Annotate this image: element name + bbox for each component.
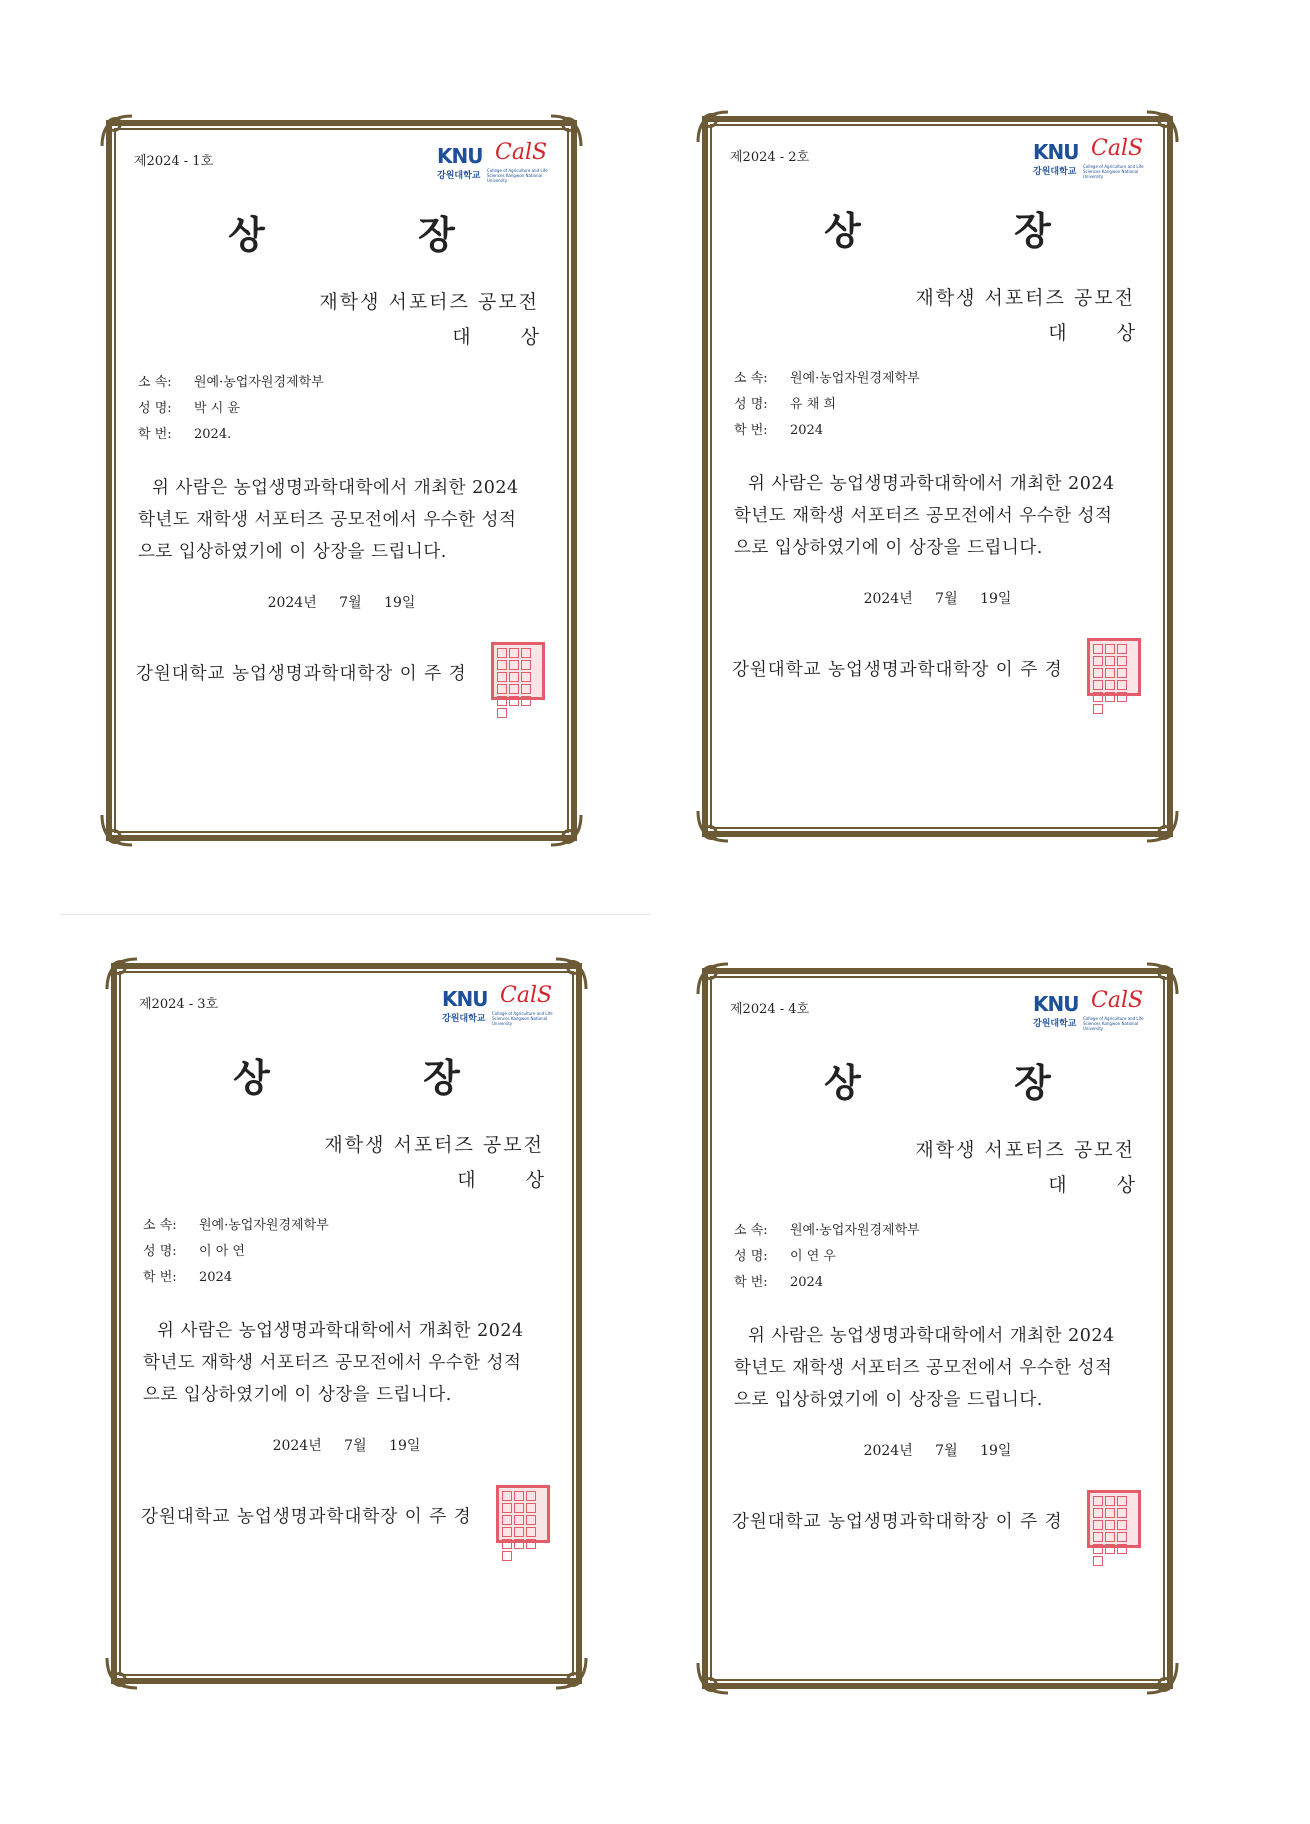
citation-line-3: 으로 입상하였기에 이 상장을 드립니다. [143,1385,452,1405]
ornament-corner-icon [552,1654,590,1692]
student-id-label: 학 번: [734,423,768,438]
citation-line-3: 으로 입상하였기에 이 상장을 드립니다. [734,538,1043,558]
certificate-title: 상 장 [233,1055,530,1100]
name-value: 박 시 윤 [194,401,240,416]
logo-korean-text: 강원대학교 [437,171,481,181]
citation-text [734,1320,1141,1416]
student-id-value: 2024 [790,423,824,438]
name-row [143,1239,329,1265]
certificate-number: 제2024 - 2호 [730,150,810,165]
knu-cals-logo [442,983,562,1027]
recipient-info [734,366,920,444]
contest-name: 재학생 서포터즈 공모전 [915,287,1135,309]
knu-logo-text: KNU [1033,992,1079,1016]
student-id-value: 2024 [790,1275,824,1290]
student-id-label: 학 번: [734,1275,768,1290]
department-label: 소 속: [138,375,172,390]
student-id-label: 학 번: [138,427,172,442]
ornament-corner-icon [694,108,732,146]
department-row [138,370,324,396]
dean-signature-line: 강원대학교 농업생명과학대학장 이 주 경 [732,1512,1063,1532]
ornament-corner-icon [547,811,585,849]
recipient-info [138,370,324,448]
ornament-corner-icon [694,960,732,998]
name-label: 성 명: [734,397,768,412]
official-seal-icon [491,642,545,700]
citation-text [143,1315,550,1411]
logo-korean-text: 강원대학교 [1033,1019,1077,1029]
certificate-title: 상 장 [228,212,525,257]
citation-line-1: 위 사람은 농업생명과학대학에서 개최한 2024 [157,1321,524,1341]
citation-line-2: 학년도 재학생 서포터즈 공모전에서 우수한 성적 [734,506,1113,526]
certificate-number: 제2024 - 4호 [730,1002,810,1017]
ornament-corner-icon [98,811,136,849]
department-row [734,366,920,392]
award-grade: 대 상 [1048,1174,1157,1196]
cals-logo-text: CalS [495,140,548,165]
name-label: 성 명: [143,1244,177,1259]
knu-cals-logo [1033,988,1153,1032]
ornament-corner-icon [103,955,141,993]
student-id-label: 학 번: [143,1270,177,1285]
student-id-value: 2024 [199,1270,233,1285]
award-grade: 대 상 [1048,322,1157,344]
name-row [734,392,920,418]
citation-line-1: 위 사람은 농업생명과학대학에서 개최한 2024 [152,478,519,498]
cals-logo-text: CalS [500,983,553,1008]
certificate-title: 상 장 [824,1060,1121,1105]
citation-line-3: 으로 입상하였기에 이 상장을 드립니다. [138,542,447,562]
department-value: 원예·농업자원경제학부 [199,1218,329,1233]
logo-english-text: College of Agriculture and Life Sciences Kangwon National University [487,168,548,183]
department-value: 원예·농업자원경제학부 [194,375,324,390]
logo-korean-text: 강원대학교 [1033,167,1077,177]
logo-english-text: College of Agriculture and Life Sciences Kangwon National University [1083,1016,1144,1031]
citation-line-2: 학년도 재학생 서포터즈 공모전에서 우수한 성적 [138,510,517,530]
award-date: 2024년 7월 19일 [863,591,1012,607]
official-seal-icon [496,1485,550,1543]
ornament-corner-icon [98,112,136,150]
student-id-row [734,418,920,444]
student-id-value: 2024. [194,427,232,442]
certificate-3 [103,955,590,1692]
department-label: 소 속: [734,1223,768,1238]
citation-line-3: 으로 입상하였기에 이 상장을 드립니다. [734,1390,1043,1410]
official-seal-icon [1087,638,1141,696]
student-id-row [143,1265,329,1291]
logo-english-text: College of Agriculture and Life Sciences Kangwon National University [492,1011,553,1026]
knu-logo-text: KNU [1033,140,1079,164]
certificate-number: 제2024 - 1호 [134,154,214,169]
name-label: 성 명: [138,401,172,416]
cals-logo-text: CalS [1091,136,1144,161]
department-label: 소 속: [734,371,768,386]
recipient-info [734,1218,920,1296]
page-divider [60,914,650,915]
certificate-4 [694,960,1181,1697]
name-value: 유 채 희 [790,397,836,412]
name-value: 이 연 우 [790,1249,836,1264]
ornament-corner-icon [1143,1659,1181,1697]
contest-name: 재학생 서포터즈 공모전 [915,1139,1135,1161]
department-row [734,1218,920,1244]
certificate-2 [694,108,1181,845]
name-row [734,1244,920,1270]
award-date: 2024년 7월 19일 [272,1438,421,1454]
recipient-info [143,1213,329,1291]
knu-logo-text: KNU [437,144,483,168]
department-row [143,1213,329,1239]
department-label: 소 속: [143,1218,177,1233]
logo-english-text: College of Agriculture and Life Sciences Kangwon National University [1083,164,1144,179]
name-value: 이 아 연 [199,1244,245,1259]
cals-logo-text: CalS [1091,988,1144,1013]
student-id-row [734,1270,920,1296]
official-seal-icon [1087,1490,1141,1548]
knu-cals-logo [1033,136,1153,180]
knu-logo-text: KNU [442,987,488,1011]
ornament-corner-icon [1143,807,1181,845]
dean-signature-line: 강원대학교 농업생명과학대학장 이 주 경 [136,664,467,684]
ornament-corner-icon [694,807,732,845]
dean-signature-line: 강원대학교 농업생명과학대학장 이 주 경 [732,660,1063,680]
award-date: 2024년 7월 19일 [267,595,416,611]
knu-cals-logo [437,140,557,184]
award-date: 2024년 7월 19일 [863,1443,1012,1459]
logo-korean-text: 강원대학교 [442,1014,486,1024]
certificate-title: 상 장 [824,208,1121,253]
award-grade: 대 상 [457,1169,566,1191]
award-grade: 대 상 [452,326,561,348]
citation-text [734,468,1141,564]
citation-text [138,472,545,568]
ornament-corner-icon [694,1659,732,1697]
name-label: 성 명: [734,1249,768,1264]
ornament-corner-icon [103,1654,141,1692]
department-value: 원예·농업자원경제학부 [790,371,920,386]
student-id-row [138,422,324,448]
dean-signature-line: 강원대학교 농업생명과학대학장 이 주 경 [141,1507,472,1527]
contest-name: 재학생 서포터즈 공모전 [324,1134,544,1156]
certificate-number: 제2024 - 3호 [139,997,219,1012]
contest-name: 재학생 서포터즈 공모전 [319,291,539,313]
department-value: 원예·농업자원경제학부 [790,1223,920,1238]
citation-line-2: 학년도 재학생 서포터즈 공모전에서 우수한 성적 [143,1353,522,1373]
citation-line-2: 학년도 재학생 서포터즈 공모전에서 우수한 성적 [734,1358,1113,1378]
citation-line-1: 위 사람은 농업생명과학대학에서 개최한 2024 [748,1326,1115,1346]
certificate-1 [98,112,585,849]
name-row [138,396,324,422]
citation-line-1: 위 사람은 농업생명과학대학에서 개최한 2024 [748,474,1115,494]
